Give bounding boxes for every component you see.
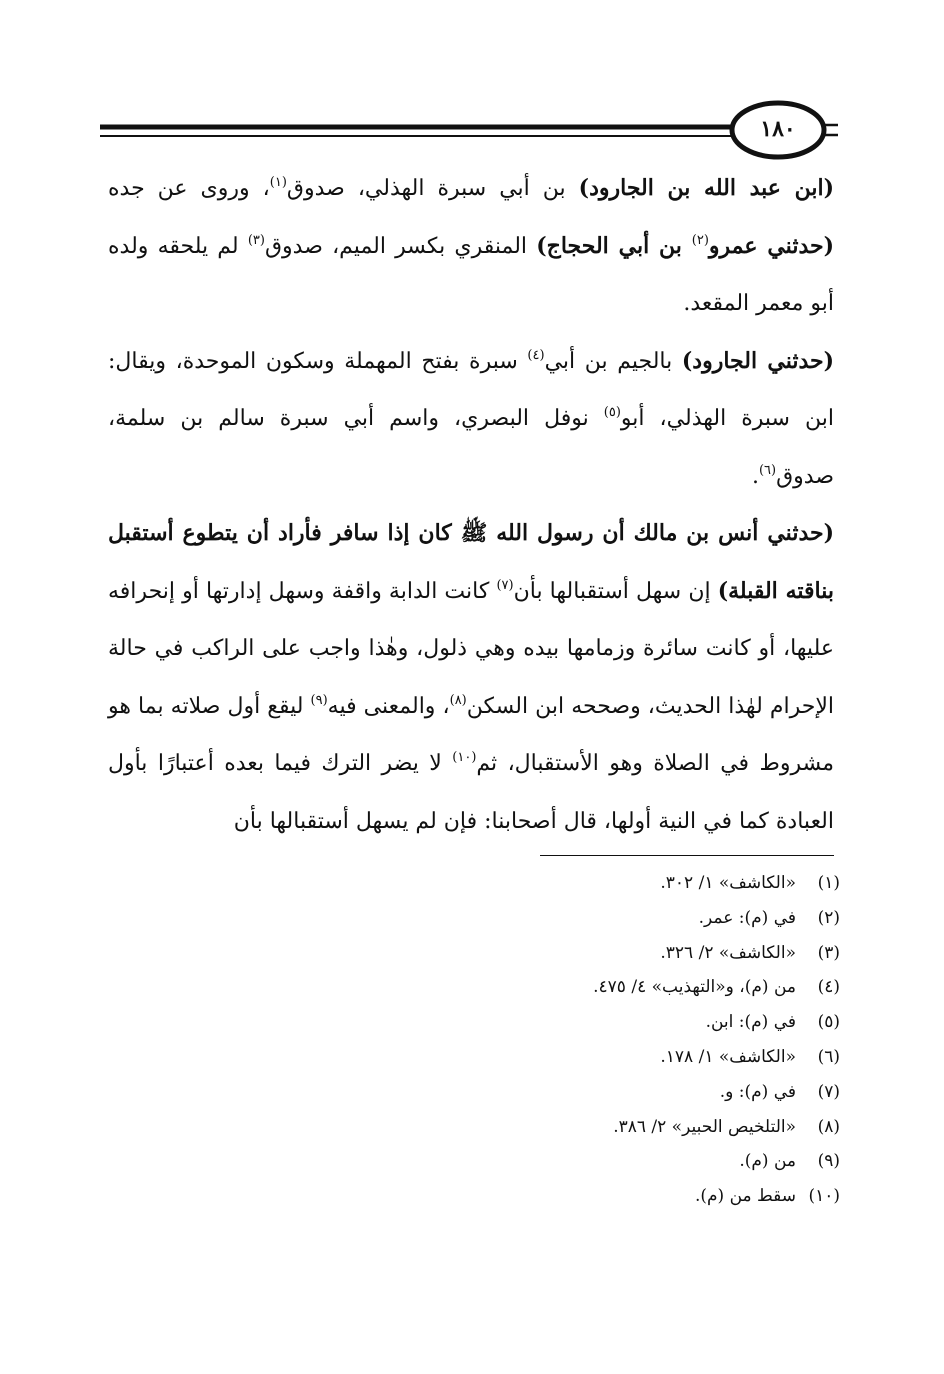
footnote-number: (٥): [817, 1012, 840, 1033]
footnote-text: في (م): و.: [719, 1081, 796, 1102]
text-segment: لا يضر الترك فيما بعده أعتبارًا بأول العبادة كما في النية أولها، قال أصحابنا: فإن لم يسهل أستقبالها بأن: [108, 751, 834, 834]
footnote-text: في (م): عمر.: [698, 907, 796, 928]
text-segment: كانت الدابة واقفة وسهل إدارتها أو إنحرافه عليها، أو كانت سائرة وزمامها بيده وهي ذلول، وهٰذا واجب على الراكب في حالة الإحرام لهٰذا الحديث، وصححه ابن السكن: [108, 578, 834, 719]
header-rule-ornament: [100, 90, 838, 170]
text-segment: بن أبي سبرة الهذلي، صدوق: [286, 176, 579, 201]
footnote-marker: (١): [269, 175, 287, 190]
text-segment: لم يلحقه ولده أبو معمر المقعد.: [108, 233, 834, 316]
text-segment: سبرة بفتح المهملة وسكون الموحدة، ويقال: ابن سبرة الهذلي، أبو: [108, 348, 835, 431]
footnote-marker: (٧): [496, 577, 514, 593]
footnote-item: [300, 1144, 840, 1179]
footnotes-list: [300, 866, 840, 1214]
bold-text-segment: (ابن عبد الله بن الجارود): [578, 175, 834, 201]
footnote-marker: (١٠): [452, 750, 477, 765]
footnote-text: من (م).: [739, 1151, 796, 1172]
footnote-marker: (٩): [310, 692, 328, 708]
footnote-number: (٤): [817, 977, 840, 998]
footnote-text: سقط من (م).: [694, 1186, 796, 1207]
paragraph: [108, 333, 834, 506]
text-segment: ، والمعنى فيه: [327, 693, 450, 719]
text-segment: نوفل البصري، واسم أبي سبرة سالم بن سلمة، صدوق: [108, 406, 834, 489]
footnote-marker: (٥): [603, 405, 621, 420]
footnote-number: (١): [817, 873, 840, 893]
page-header: [100, 90, 838, 170]
footnote-item: [300, 970, 840, 1005]
footnote-number: (٢): [817, 907, 840, 928]
footnote-marker: (٦): [758, 462, 777, 478]
footnote-item: [300, 866, 840, 901]
text-segment: .: [751, 463, 759, 489]
footnote-item: [300, 1040, 840, 1075]
bold-text-segment: (حدثني الجارود): [681, 347, 835, 374]
paragraph: [108, 505, 834, 850]
paragraph: [108, 160, 834, 333]
footnote-text: من (م)، و«التهذيب» ٤/ ٤٧٥.: [593, 977, 796, 998]
footnote-number: (١٠): [808, 1186, 840, 1207]
text-segment: ، وروى عن جده: [108, 176, 270, 201]
footnote-text: «الكاشف» ١/ ١٧٨.: [660, 1046, 796, 1067]
bold-text-segment: (حدثني أنس بن مالك أن رسول الله ﷺ كان إذا سافر فأراد أن يتطوع أستقبل بناقته القبلة): [108, 520, 834, 604]
footnote-number: (٣): [817, 942, 840, 963]
footnote-number: (٨): [817, 1116, 840, 1137]
text-segment: ليقع أول صلاته بما هو مشروط في الصلاة وهو الأستقبال، ثم: [108, 693, 835, 776]
main-text: [108, 160, 834, 850]
footnote-item: [300, 1075, 840, 1110]
footnote-number: (٩): [817, 1151, 840, 1172]
footnote-text: «الكاشف» ١/ ٣٠٢.: [660, 873, 796, 893]
footnote-number: (٦): [817, 1046, 840, 1067]
text-segment: بالجيم بن أبي: [544, 348, 682, 374]
footnote-item: [300, 1110, 840, 1145]
footnote-text: «الكاشف» ٢/ ٣٢٦.: [660, 942, 796, 963]
text-segment: إن سهل أستقبالها بأن: [513, 578, 718, 604]
footnote-item: [300, 1179, 840, 1214]
footnote-marker: (٢): [691, 232, 709, 248]
footnote-number: (٧): [817, 1081, 840, 1102]
footnote-divider: [540, 855, 834, 856]
footnote-item: [300, 1005, 840, 1040]
footnote-text: في (م): ابن.: [705, 1012, 796, 1033]
footnote-marker: (٨): [449, 692, 467, 708]
bold-text-segment: بن أبي الحجاج): [536, 232, 692, 259]
footnote-text: «التلخيص الحبير» ٢/ ٣٨٦.: [613, 1116, 796, 1137]
page-number: ١٨٠: [760, 116, 796, 142]
text-segment: المنقري بكسر الميم، صدوق: [264, 233, 537, 259]
footnote-marker: (٣): [247, 232, 265, 248]
footnote-item: [300, 901, 840, 936]
bold-text-segment: (حدثني عمرو: [708, 232, 834, 259]
footnote-item: [300, 936, 840, 971]
footnote-marker: (٤): [527, 347, 545, 363]
